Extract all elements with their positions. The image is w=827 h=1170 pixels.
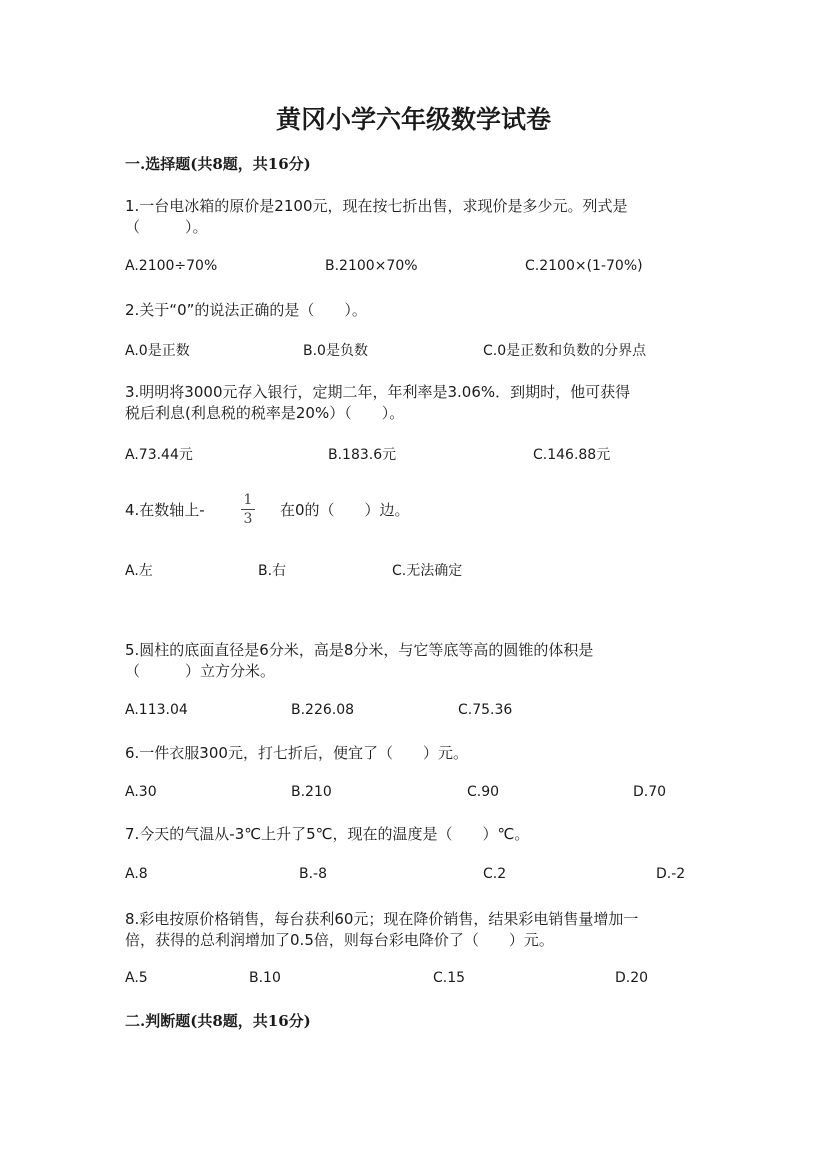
question-3-option-c[interactable]: C.146.88元 [533,447,611,463]
question-1-option-a[interactable]: A.2100÷70% [125,258,218,274]
question-8-option-c[interactable]: C.15 [433,970,466,986]
question-1-option-c[interactable]: C.2100×(1-70%) [525,258,643,274]
question-8-option-b[interactable]: B.10 [249,970,281,986]
fraction-denominator: 3 [243,511,253,527]
question-5-line-1: 5.圆柱的底面直径是6分米，高是8分米，与它等底等高的圆锥的体积是 [125,641,594,659]
question-7-option-d[interactable]: D.-2 [656,866,686,882]
question-8-line-2: 倍，获得的总利润增加了0.5倍，则每台彩电降价了（ ）元。 [125,931,554,949]
question-1-line-1: 1.一台电冰箱的原价是2100元，现在按七折出售，求现价是多少元。列式是 [125,197,628,215]
question-8-option-a[interactable]: A.5 [125,970,148,986]
question-4-option-c[interactable]: C.无法确定 [392,563,463,579]
section-heading-judgment: 二.判断题(共8题，共16分) [125,1012,311,1030]
question-3-line-1: 3.明明将3000元存入银行，定期二年，年利率是3.06%．到期时，他可获得 [125,383,631,401]
question-4-line-1: 4.在数轴上- [125,501,205,519]
question-7-line-1: 7.今天的气温从-3℃上升了5℃，现在的温度是（ ）℃。 [125,825,530,843]
question-3-line-2: 税后利息(利息税的税率是20%）（ ）。 [125,404,405,422]
question-5-line-2: （ ）立方分米。 [125,662,276,680]
question-7-option-b[interactable]: B.-8 [299,866,328,882]
question-7-option-c[interactable]: C.2 [483,866,507,882]
question-5-option-a[interactable]: A.113.04 [125,702,188,718]
question-4-line-2: 在0的（ ）边。 [280,501,410,519]
question-2-line-1: 2.关于“0”的说法正确的是（ ）。 [125,301,367,319]
question-2-option-c[interactable]: C.0是正数和负数的分界点 [483,343,647,359]
question-4-option-a[interactable]: A.左 [125,563,153,579]
question-4-option-b[interactable]: B.右 [258,563,287,579]
fraction-one-third [241,492,255,527]
question-3-option-b[interactable]: B.183.6元 [328,447,397,463]
question-1-line-2: （ ）。 [125,218,208,236]
question-3-option-a[interactable]: A.73.44元 [125,447,193,463]
question-5-option-b[interactable]: B.226.08 [291,702,355,718]
section-heading-choice: 一.选择题(共8题，共16分) [125,155,311,173]
question-6-option-b[interactable]: B.210 [291,784,332,800]
question-6-line-1: 6.一件衣服300元，打七折后，便宜了（ ）元。 [125,744,468,762]
question-5-option-c[interactable]: C.75.36 [458,702,513,718]
question-8-line-1: 8.彩电按原价格销售，每台获利60元；现在降价销售，结果彩电销售量增加一 [125,910,639,928]
question-2-option-a[interactable]: A.0是正数 [125,343,190,359]
question-6-option-d[interactable]: D.70 [633,784,667,800]
fraction-numerator: 1 [243,492,253,508]
page-title: 黄冈小学六年级数学试卷 [275,105,551,134]
question-7-option-a[interactable]: A.8 [125,866,148,882]
fraction-bar [241,509,255,510]
question-1-option-b[interactable]: B.2100×70% [325,258,418,274]
question-6-option-c[interactable]: C.90 [467,784,500,800]
question-6-option-a[interactable]: A.30 [125,784,157,800]
question-2-option-b[interactable]: B.0是负数 [303,343,368,359]
question-8-option-d[interactable]: D.20 [615,970,649,986]
